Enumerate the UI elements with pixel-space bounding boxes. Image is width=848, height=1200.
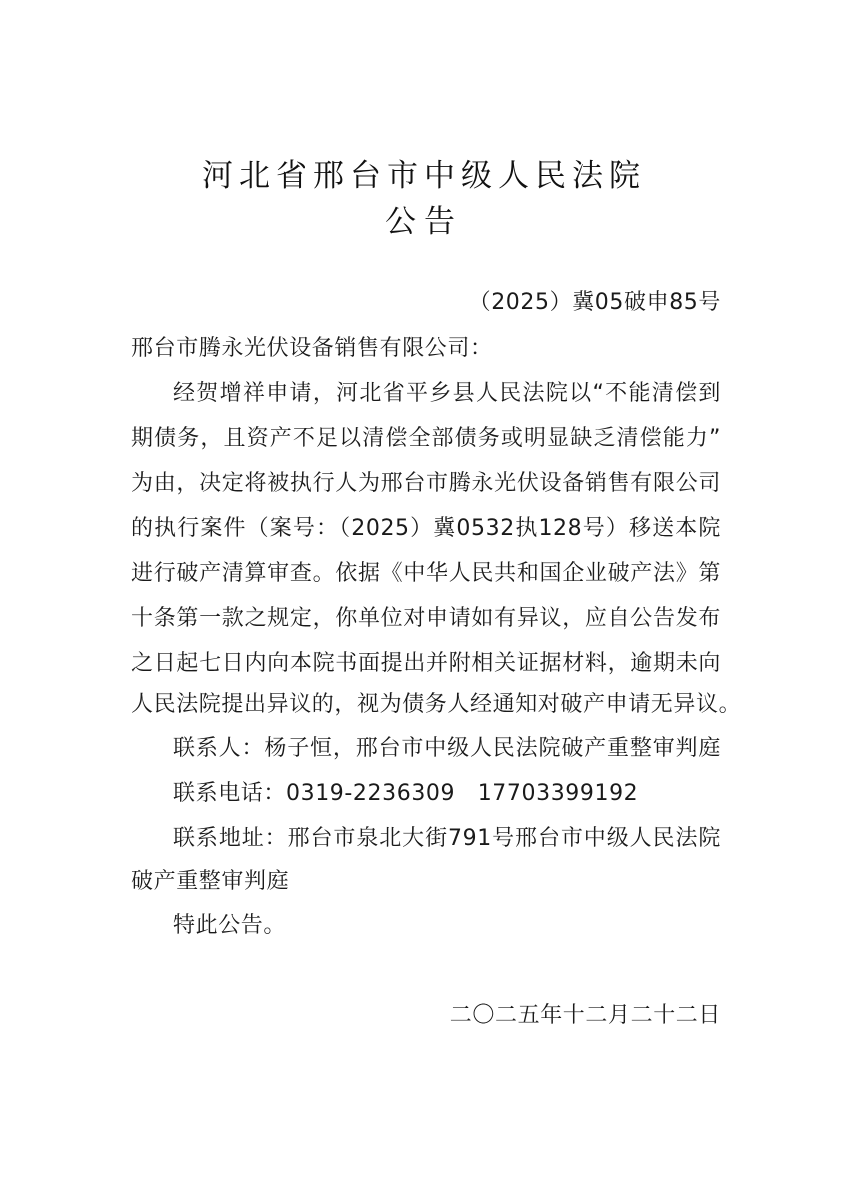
notice-date: 二〇二五年十二月二十二日 [449,1003,721,1028]
notice-subtitle: 公告 [385,204,463,240]
body-line-2: 期债务，且资产不足以清偿全部债务或明显缺乏清偿能力” [131,426,721,451]
body-line-3: 为由，决定将被执行人为邢台市腾永光伏设备销售有限公司 [131,471,721,496]
body-line-6: 十条第一款之规定，你单位对申请如有异议，应自公告发布 [131,606,721,631]
closing-statement: 特此公告。 [173,913,287,938]
addressee: 邢台市腾永光伏设备销售有限公司： [131,336,493,361]
body-line-5: 进行破产清算审查。依据《中华人民共和国企业破产法》第 [131,561,721,586]
contact-address-line-1: 联系地址：邢台市泉北大街791号邢台市中级人民法院 [173,826,721,851]
court-name-title: 河北省邢台市中级人民法院 [202,158,646,194]
body-line-8: 人民法院提出异议的，视为债务人经通知对破产申请无异议。 [131,692,742,717]
body-line-4: 的执行案件（案号：（2025）冀0532执128号）移送本院 [131,516,721,541]
case-number: （2025）冀05破申85号 [468,290,721,315]
contact-person: 联系人：杨子恒，邢台市中级人民法院破产重整审判庭 [173,736,721,761]
contact-phone: 联系电话：0319-2236309 17703399192 [173,781,639,806]
body-line-1: 经贺增祥申请，河北省平乡县人民法院以“不能清偿到 [173,381,721,406]
body-line-7: 之日起七日内向本院书面提出并附相关证据材料，逾期未向 [131,651,721,676]
contact-address-line-2: 破产重整审判庭 [131,869,290,894]
